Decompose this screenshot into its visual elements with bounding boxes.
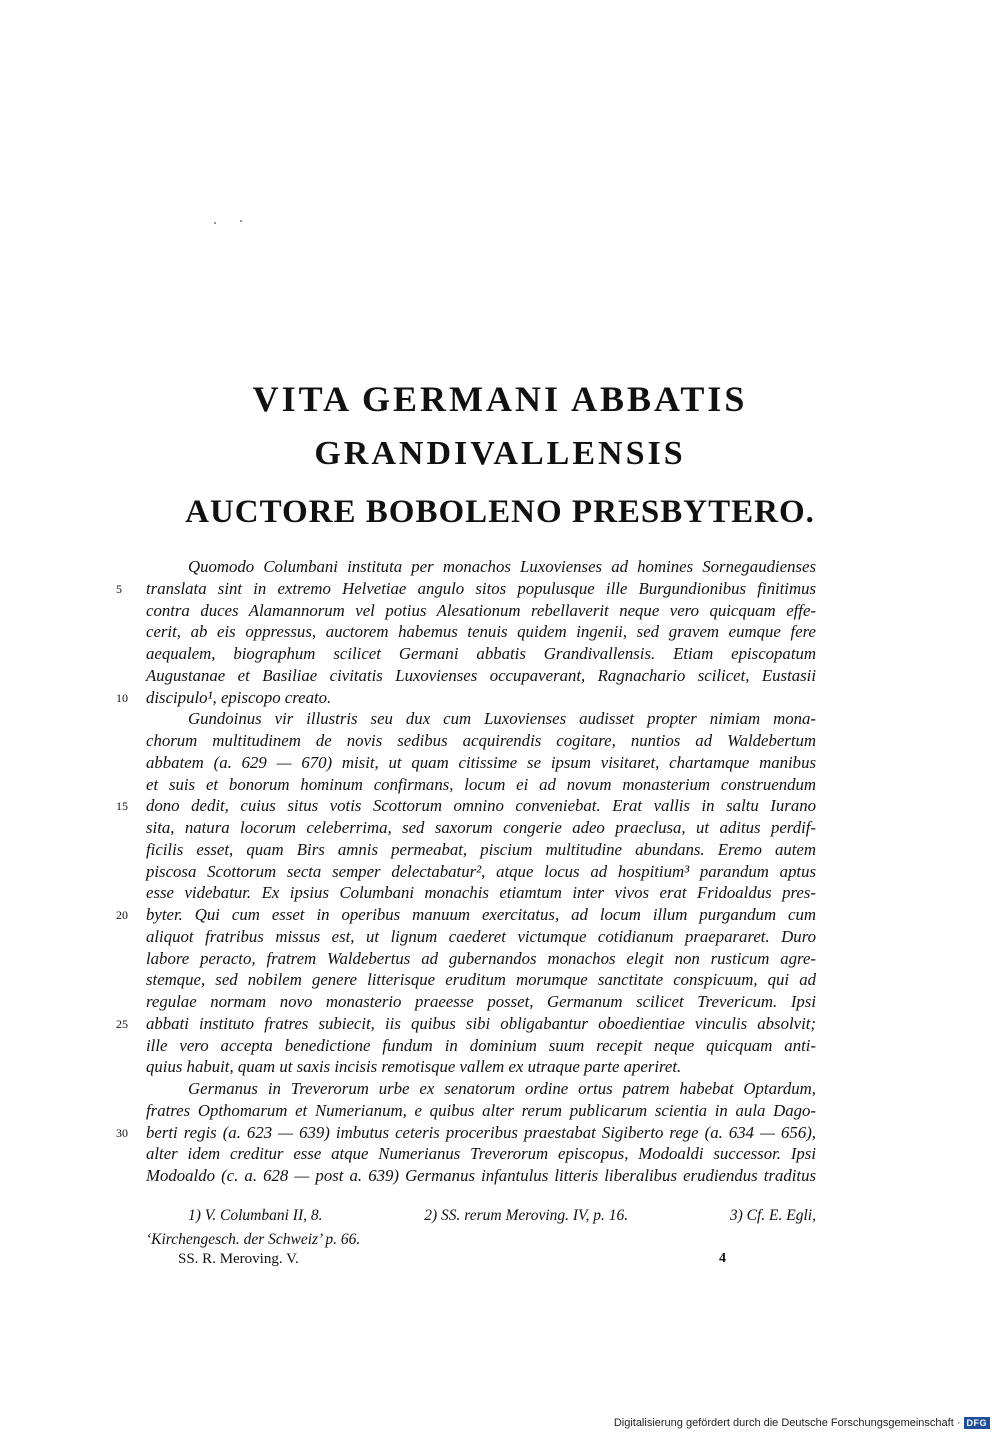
scan-speck	[240, 220, 242, 222]
line-text: regulae normam novo monasterio praeesse posset, Germanum scilicet Trevericum. Ipsi	[146, 992, 816, 1011]
text-line	[146, 621, 816, 643]
line-text: byter. Qui cum esset in operibus manuum exercitatus, ad locum illum purgandum cum	[146, 905, 816, 924]
line-number: 30	[116, 1125, 128, 1140]
sheet-number: 4	[719, 1251, 726, 1266]
text-line	[146, 665, 816, 687]
line-number: 10	[116, 690, 128, 705]
text-line	[146, 1165, 816, 1187]
title-block	[0, 372, 1000, 542]
line-text: contra duces Alamannorum vel potius Alesationum rebellaverit neque vero quicquam effe-	[146, 600, 816, 620]
text-line	[146, 1035, 816, 1057]
line-text: berti regis (a. 623 — 639) imbutus ceteris proceribus praestabat Sigiberto rege (a. 634 — 656),	[146, 1122, 816, 1142]
line-text: et suis et bonorum hominum confirmans, locum ei ad novum monasterium construendum	[146, 774, 816, 794]
line-text: stemque, sed nobilem genere litterisque eruditum morumque sanctitate conspicuum, qui ad	[146, 970, 816, 990]
dfg-logo: DFG	[964, 1417, 991, 1429]
text-line	[146, 839, 816, 861]
line-text: esse videbatur. Ex ipsius Columbani monachis etiamtum inter vivos erat Fridoaldus pres-	[146, 883, 816, 903]
line-text: Augustanae et Basiliae civitatis Luxovienses occupaverant, Ragnachario scilicet, Eustasii	[146, 665, 816, 685]
line-text: Gundoinus vir illustris seu dux cum Luxovienses audisset propter nimiam mona-	[188, 709, 816, 729]
line-text: Germanus in Treverorum urbe ex senatorum ordine ortus patrem habebat Optardum,	[188, 1079, 816, 1098]
line-text: fratres Opthomarum et Numerianum, e quibus alter rerum publicarum scientia in aula Dago-	[146, 1100, 816, 1120]
text-line	[146, 1056, 816, 1078]
line-text: chorum multitudinem de novis sedibus acquirendis cogitare, nuntios ad Waldebertum	[146, 731, 816, 750]
line-text: Quomodo Columbani instituta per monachos Luxovienses ad homines Sornegaudienses	[188, 557, 816, 576]
line-text: ficilis esset, quam Birs amnis permeabat, piscium multitudine abundans. Eremo autem	[146, 839, 816, 859]
line-number: 5	[116, 581, 122, 596]
line-text: aequalem, biographum scilicet Germani abbatis Grandivallensis. Etiam episcopatum	[146, 644, 816, 663]
text-line	[146, 861, 816, 883]
text-line	[116, 795, 816, 817]
line-text: translata sint in extremo Helvetiae angulo sitos populusque ille Burgundionibus finitimus	[146, 578, 816, 598]
text-line	[146, 730, 816, 752]
footnote-row	[146, 1204, 816, 1228]
text-line	[146, 556, 816, 578]
footnote-3-continuation: ‘Kirchengesch. der Schweiz’ p. 66.	[146, 1231, 361, 1248]
title-line-2: GRANDIVALLENSIS	[314, 435, 686, 472]
line-text: sita, natura locorum celeberrima, sed saxorum congerie adeo praeclusa, ut aditus perdif-	[146, 818, 816, 837]
text-line	[146, 926, 816, 948]
line-text: dono dedit, cuius situs votis Scottorum omnino conveniebat. Erat vallis in saltu Iurano	[146, 796, 816, 816]
line-text: cerit, ab eis oppressus, auctorem habemus tenuis quidem ingenii, sed gravem eumque fere	[146, 622, 816, 642]
text-line	[146, 969, 816, 991]
line-text: alter idem creditur esse atque Numerianus Treverorum episcopus, Modoaldi successor. Ipsi	[146, 1144, 816, 1164]
text-line	[116, 904, 816, 926]
body-text	[116, 556, 816, 1187]
text-line	[146, 991, 816, 1013]
text-line	[146, 1143, 816, 1165]
scan-speck	[214, 222, 216, 224]
line-text: quius habuit, quam ut saxis incisis remotisque vallem ex utraque parte aperiret.	[146, 1057, 682, 1077]
text-line	[146, 1078, 816, 1100]
footnotes	[146, 1204, 816, 1252]
text-line	[146, 1100, 816, 1122]
text-line	[116, 1122, 816, 1144]
footnote-1: 1) V. Columbani II, 8.	[188, 1207, 323, 1224]
line-text: ille vero accepta benedictione fundum in dominium suum recepit neque quicquam anti-	[146, 1035, 816, 1055]
title-line-3: AUCTORE BOBOLENO PRESBYTERO.	[185, 494, 815, 530]
text-line	[146, 643, 816, 665]
line-number: 15	[116, 799, 128, 814]
footnote-2: 2) SS. rerum Meroving. IV, p. 16.	[424, 1207, 629, 1224]
text-line	[116, 1013, 816, 1035]
text-line	[116, 578, 816, 600]
footnote-3: 3) Cf. E. Egli,	[729, 1207, 816, 1224]
text-line	[146, 817, 816, 839]
digitization-credit	[614, 1416, 990, 1430]
series-signature: SS. R. Meroving. V.	[178, 1251, 299, 1267]
text-line	[146, 708, 816, 730]
text-line	[146, 948, 816, 970]
line-text: piscosa Scottorum secta semper delectabatur², atque locus ad hospitium³ parandum aptus	[146, 861, 816, 881]
text-line	[146, 600, 816, 622]
line-number: 20	[116, 908, 128, 922]
digitization-text: Digitalisierung gefördert durch die Deutsche Forschungsgemeinschaft ·	[613, 1417, 961, 1429]
line-text: labore peracto, fratrem Waldebertus ad gubernandos monachos elegit non rusticum agre-	[146, 948, 816, 968]
text-line	[116, 687, 816, 709]
line-text: discipulo¹, episcopo creato.	[146, 687, 332, 707]
text-line	[146, 752, 816, 774]
line-text: abbati instituto fratres subiecit, iis quibus sibi obligabantur oboedientiae vinculis absolvit;	[146, 1013, 816, 1033]
line-number: 25	[116, 1016, 128, 1031]
line-text: abbatem (a. 629 — 670) misit, ut quam citissime se ipsum visitaret, chartamque manibus	[146, 752, 816, 772]
text-line	[146, 774, 816, 796]
title-line-1: VITA GERMANI ABBATIS	[252, 379, 748, 419]
text-line	[146, 882, 816, 904]
line-text: Modoaldo (c. a. 628 — post a. 639) Germanus infantulus litteris liberalibus erudiendus traditus	[146, 1166, 816, 1185]
line-text: aliquot fratribus missus est, ut lignum caederet victumque cotidianum praepararet. Duro	[146, 926, 816, 946]
